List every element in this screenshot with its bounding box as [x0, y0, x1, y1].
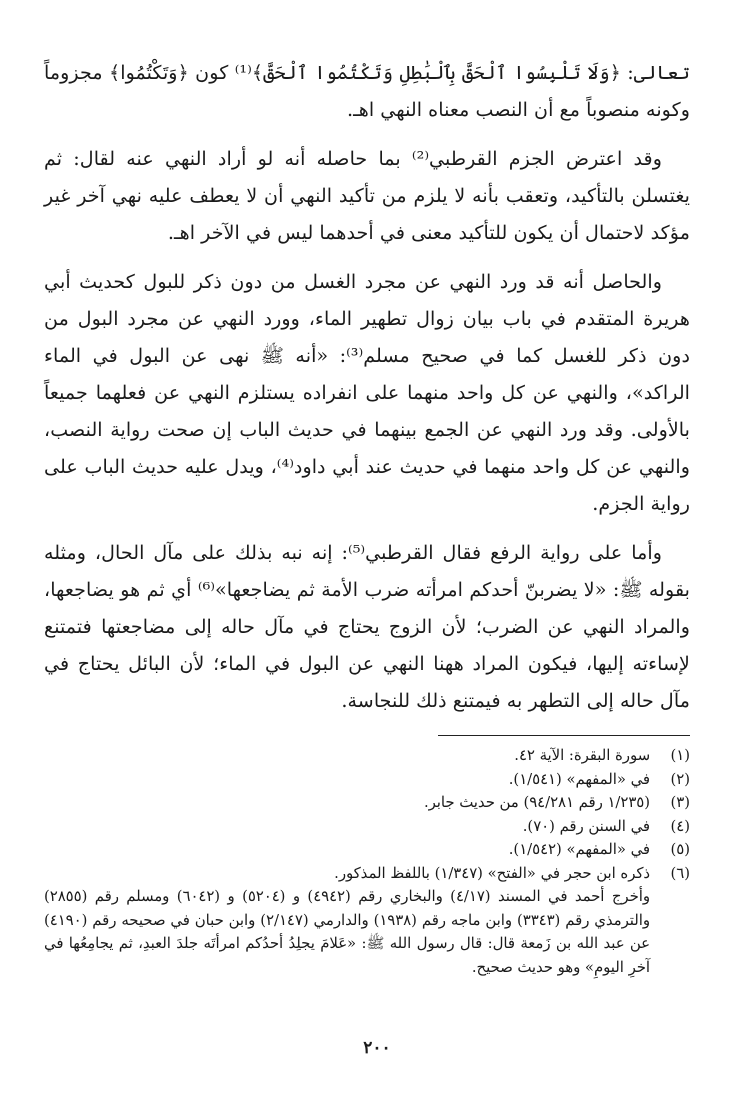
footnote-1	[44, 744, 690, 768]
footnote-2	[44, 768, 690, 792]
footnote-number: (٥)	[670, 841, 690, 858]
footnote-4	[44, 815, 690, 839]
footnote-divider	[438, 735, 690, 736]
footnote-number: (٦)	[670, 864, 690, 882]
footnotes	[44, 744, 690, 979]
footnote-6	[44, 862, 690, 886]
footnote-5	[44, 838, 690, 862]
paragraph-2: وقد اعترض الجزم القرطبي⁽²⁾ بما حاصله أنه لو أراد النهي عنه لقال: ثم يغتسلن بالتأكيد، وتعقب بأنه لا يلزم من تأكيد النهي أن لا يعطف عليه نهي آخر غير مؤكد لاحتمال أن يكون للتأكيد معنى في أحدهما ليس في الآخر اهـ.	[44, 147, 690, 244]
footnote-text: (١/٢٣٥ رقم ٩٤/٢٨١) من حديث جابر.	[423, 794, 650, 811]
footnote-number: (١)	[670, 747, 690, 764]
footnote-number: (٤)	[670, 817, 690, 835]
footnote-text: في «المفهم» (١/٥٤١).	[508, 770, 650, 788]
footnote-number: (٣)	[670, 794, 690, 811]
paragraph-3: والحاصل أنه قد ورد النهي عن مجرد الغسل من دون ذكر للبول كحديث أبي هريرة المتقدم في باب بيان زوال تطهير الماء، وورد النهي عن مجرد البول من دون ذكر للغسل كما في صحيح مسلم⁽³⁾: «أنه ﷺ نهى عن البول في الماء الراكد»، والنهي عن كل واحد منهما على انفراده يستلزم النهي عن فعلهما جميعاً بالأولى. وقد ورد النهي عن الجمع بينهما في حديث الباب إن صحت رواية النصب، والنهي عن كل واحد منهما في حديث عند أبي داود⁽⁴⁾، ويدل عليه حديث الباب على رواية الجزم.	[44, 270, 690, 515]
footnote-3	[44, 791, 690, 815]
footnote-6-continuation: وأخرج أحمد في المسند (٤/١٧) والبخاري رقم (٤٩٤٢) و (٥٢٠٤) و (٦٠٤٢) ومسلم رقم (٢٨٥٥) والترمذي رقم (٣٣٤٣) وابن ماجه رقم (١٩٣٨) والدارمي (٢/١٤٧) وابن حبان في صحيحه رقم (٤١٩٠) عن عبد الله بن زَمعة قال: قال رسول الله ﷺ: «عَلامَ يجلِدُ أحدُكم امرأتَه جلدَ العبدِ، ثم يجامِعُها في آخرِ اليومِ» وهو حديث صحيح.	[44, 888, 651, 976]
footnote-text: في «المفهم» (١/٥٤٢).	[508, 841, 650, 858]
paragraph-1: تعالى: ﴿وَلَا تَلْبِسُوا ٱلْحَقَّ بِٱلْبَٰطِلِ وَتَكْتُمُوا ٱلْحَقَّ﴾⁽¹⁾ كون ﴿وَتَكْتُمُوا﴾ مجزوماً وكونه منصوباً مع أن النصب معناه النهي اهـ.	[44, 61, 690, 121]
footnote-text: في السنن رقم (٧٠).	[522, 817, 650, 835]
footnote-text: سورة البقرة: الآية ٤٢.	[514, 747, 650, 764]
page-number: ٢٠٠	[363, 1038, 391, 1058]
footnote-text: ذكره ابن حجر في «الفتح» (١/٣٤٧) باللفظ المذكور.	[334, 864, 650, 882]
paragraph-4: وأما على رواية الرفع فقال القرطبي⁽⁵⁾: إنه نبه بذلك على مآل الحال، ومثله بقوله ﷺ: «لا يضربنّ أحدكم امرأته ضرب الأمة ثم يضاجعها»⁽⁶⁾ أي ثم هو يضاجعها، والمراد النهي عن الضرب؛ لأن الزوج يحتاج في مآل حاله إلى مضاجعتها فتمتنع لإساءته إليها، فيكون المراد ههنا النهي عن البول في الماء؛ لأن البائل يحتاج في مآل حاله إلى التطهر به فيمتنع ذلك للنجاسة.	[44, 541, 690, 712]
main-text	[44, 54, 690, 731]
footnote-number: (٢)	[670, 770, 690, 788]
